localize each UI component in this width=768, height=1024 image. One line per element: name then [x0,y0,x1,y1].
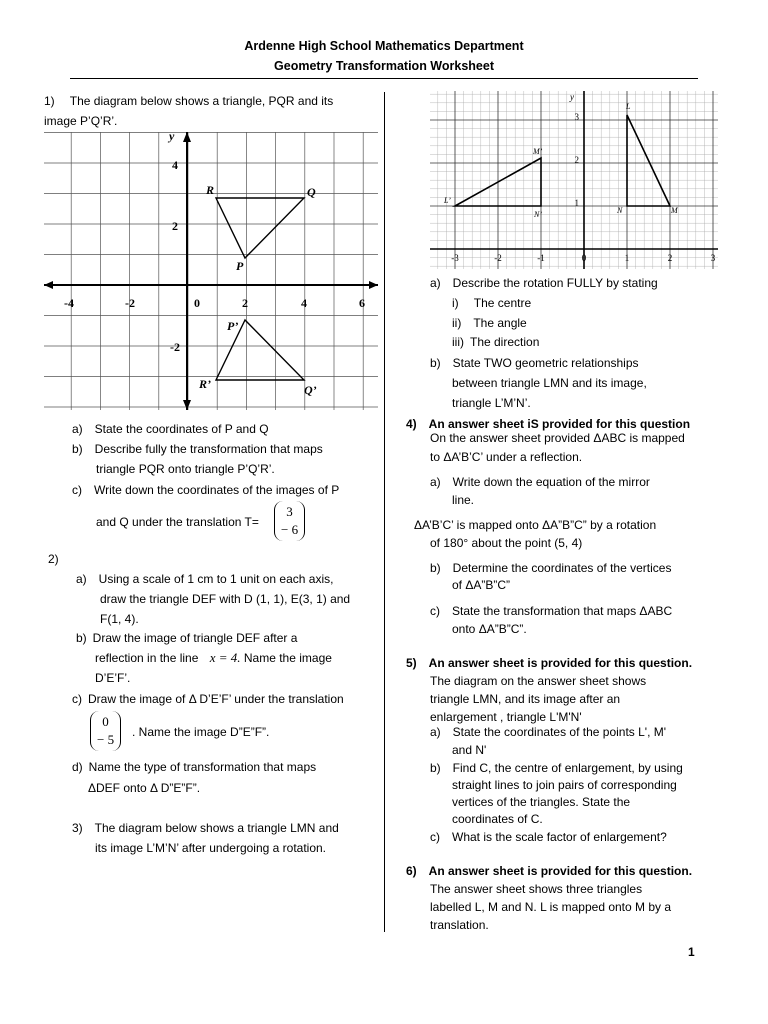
point-label-m: M [671,206,678,215]
q3b-line2: between triangle LMN and its image, [452,376,647,390]
q3a-iii: iii) The direction [452,335,540,349]
point-label-p-prime: P’ [227,319,239,333]
q4-heading: 4) An answer sheet iS provided for this question [406,417,691,431]
q6-intro-line3: labelled L, M and N. L is mapped onto M by a [430,900,672,914]
q5b-line1: b) Find C, the centre of enlargement, by using [430,761,683,775]
x-tick-label: 2 [242,296,248,310]
point-label-p: P [236,259,244,273]
q3a-ii: ii) The angle [452,316,527,330]
q2b-text: reflection in the line [95,651,199,665]
q2d-line2: ΔDEF onto Δ D”E”F”. [88,781,201,795]
point-label-l-prime: L’ [444,196,451,205]
x-tick-label: -2 [494,253,502,263]
y-tick-label: 4 [172,158,178,172]
q2c-line2: . Name the image D”E”F”. [132,725,270,739]
q4-intro-line3: to ΔA’B’C’ under a reflection. [430,450,583,464]
q2a-line2: draw the triangle DEF with D (1, 1), E(3, 1) and [100,592,351,606]
q3-intro-line2: its image L’M’N’ after undergoing a rotation. [95,841,327,855]
x-tick-label: -1 [537,253,545,263]
worksheet-title: Geometry Transformation Worksheet [274,59,494,73]
q6-heading: 6) An answer sheet is provided for this question. [406,864,693,878]
q1-intro-line2: image P’Q’R’. [44,114,118,128]
vector-bottom: − 5 [97,732,115,747]
q3a-i: i) The centre [452,296,532,310]
column-divider [384,92,385,932]
vector-bottom: − 6 [281,522,299,537]
vector-top: 3 [286,504,293,519]
q4-middle-line2: of 180° about the point (5, 4) [430,536,583,550]
x-axis-arrow-left [44,281,53,289]
q2d-line1: d) Name the type of transformation that maps [72,760,317,774]
q5-intro-line2: The diagram on the answer sheet shows [430,674,647,688]
point-label-n-prime: N’ [534,210,542,219]
q1-intro-line1: 1) The diagram below shows a triangle, PQR and its [44,94,334,108]
y-tick-label: 1 [574,198,579,208]
x-tick-label: 1 [624,253,630,263]
q3b-line3: triangle L’M’N’. [452,396,531,410]
q4c-line1: c) State the transformation that maps ΔABC [430,604,673,618]
q6-intro-line4: translation. [430,918,489,932]
x-tick-label: 0 [194,296,200,310]
q5c: c) What is the scale factor of enlargement? [430,830,667,844]
q1b-line2: triangle PQR onto triangle P’Q’R’. [96,462,275,476]
q3-graph [430,91,718,269]
q4b-line2: of ΔA”B”C” [452,578,511,592]
y-axis-arrow-up [183,132,191,142]
q5-heading: 5) An answer sheet is provided for this question. [406,656,693,670]
q2c-line1: c) Draw the image of Δ D’E’F’ under the translation [72,692,344,706]
x-tick-label: -2 [125,296,135,310]
q1a: a) State the coordinates of P and Q [72,422,269,436]
q5a-line1: a) State the coordinates of the points L', M' [430,725,667,739]
q3-intro-line1: 3) The diagram below shows a triangle LMN and [72,821,339,835]
school-title: Ardenne High School Mathematics Department [244,39,524,53]
point-label-l: L [626,102,631,111]
q1b-line1: b) Describe fully the transformation that maps [72,442,323,456]
q6-intro-line2: The answer sheet shows three triangles [430,882,643,896]
q2-number: 2) [48,552,59,566]
y-tick-label: 2 [574,155,579,165]
q5b-line4: coordinates of C. [452,812,543,826]
point-label-r-prime: R’ [199,377,211,391]
x-tick-label: 2 [667,253,673,263]
q4a-line2: line. [452,493,475,507]
y-tick-label: -2 [170,340,180,354]
y-tick-label: 3 [574,112,579,122]
q2b-line3: D’E’F’. [95,671,131,685]
y-axis-label: y [570,92,574,102]
y-axis-arrow-down [183,400,191,410]
q4a-line1: a) Write down the equation of the mirror [430,475,650,489]
q5b-line3: vertices of the triangles. State the [452,795,631,809]
x-tick-label: 0 [581,253,587,263]
x-tick-label: -4 [64,296,74,310]
q2b-text-end: Name the image [240,651,332,665]
q1c-line1: c) Write down the coordinates of the images of P [72,483,340,497]
q4c-line2: onto ΔA”B”C”. [452,622,527,636]
point-label-m-prime: M’ [533,147,543,156]
y-axis-label: y [169,132,175,143]
q4-middle-line1: ΔA’B’C’ is mapped onto ΔA”B”C” by a rotation [414,518,657,532]
point-label-q: Q [307,185,316,199]
header-divider [70,78,698,79]
point-label-n: N [617,206,623,215]
q4-intro-line2: On the answer sheet provided ΔABC is mapped [430,431,685,445]
x-tick-label: 6 [359,296,365,310]
x-tick-label: 4 [301,296,307,310]
x-tick-label: 3 [710,253,716,263]
translation-vector-t [274,501,305,541]
point-label-q-prime: Q’ [304,383,317,397]
q2a-line1: a) Using a scale of 1 cm to 1 unit on each axis, [76,572,334,586]
q2b-line1: b) Draw the image of triangle DEF after a [76,631,298,645]
triangle-pqr [216,198,304,258]
page-number: 1 [688,945,695,959]
y-tick-label: 2 [172,219,178,233]
mirror-line-equation: x = 4. [209,650,241,665]
q5a-line2: and N' [452,743,487,757]
translation-vector [90,711,121,751]
q2a-line3: F(1, 4). [100,612,139,626]
q4b-line1: b) Determine the coordinates of the vertices [430,561,672,575]
x-tick-label: -3 [451,253,459,263]
point-label-r: R [206,183,215,197]
q5-intro-line4: enlargement , triangle L'M'N' [430,710,582,724]
q1c-line2: and Q under the translation T= [96,515,259,529]
q3b-line1: b) State TWO geometric relationships [430,356,639,370]
q5-intro-line3: triangle LMN, and its image after an [430,692,621,706]
vector-top: 0 [102,714,109,729]
q5b-line2: straight lines to join pairs of corresponding [452,778,677,792]
q1-graph [44,132,378,410]
q2b-line2 [95,648,332,668]
x-axis-arrow-right [369,281,378,289]
q3a: a) Describe the rotation FULLY by stating [430,276,658,290]
